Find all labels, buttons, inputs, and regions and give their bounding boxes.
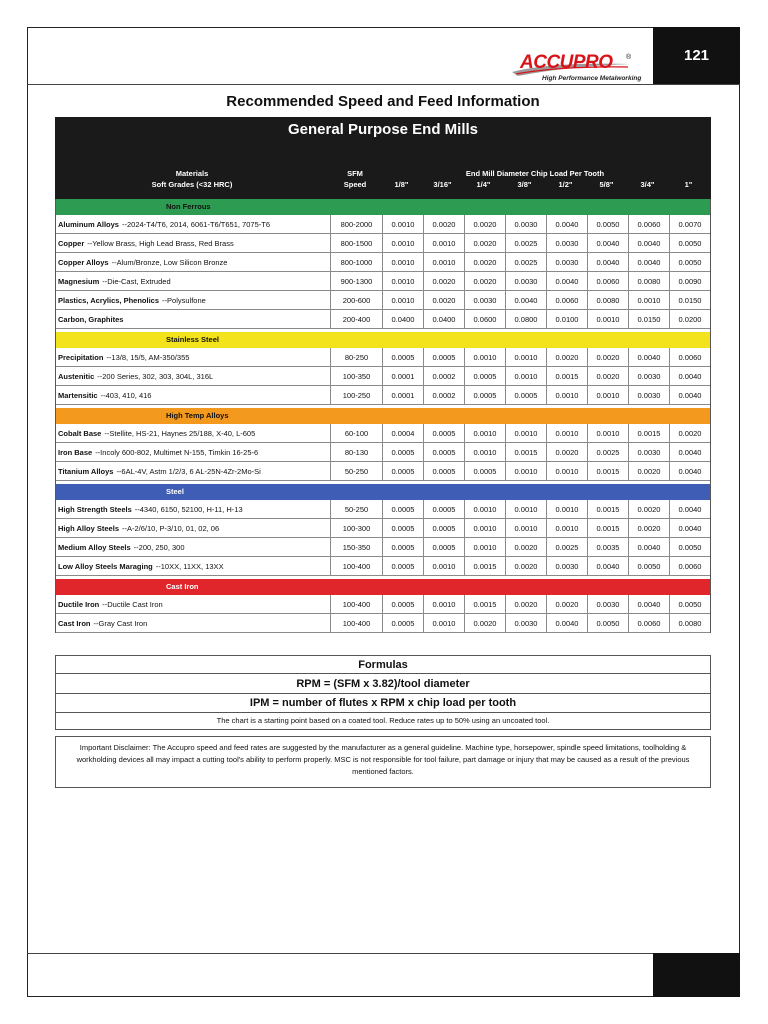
section-band: Non Ferrous [56, 199, 710, 215]
chip-load-cell: 0.0040 [546, 614, 587, 632]
table-row [56, 462, 710, 481]
material-cell [56, 291, 330, 309]
sfm-cell: 200-400 [330, 310, 382, 328]
material-cell [56, 519, 330, 537]
logo-wordmark: ACCUPRO [520, 52, 613, 73]
chip-load-cell: 0.0040 [587, 557, 628, 575]
chip-load-cell: 0.0060 [628, 215, 669, 233]
ipm-formula: IPM = number of flutes x RPM x chip load per tooth [56, 694, 710, 713]
chip-load-cell: 0.0005 [464, 367, 505, 385]
chip-load-cell: 0.0040 [669, 500, 710, 518]
chip-load-cell: 0.0040 [587, 234, 628, 252]
chip-load-cell: 0.0100 [546, 310, 587, 328]
sfm-cell: 80-130 [330, 443, 382, 461]
chip-load-cell: 0.0020 [423, 291, 464, 309]
chip-load-cell: 0.0035 [587, 538, 628, 556]
chip-load-cell: 0.0050 [587, 215, 628, 233]
material-detail: --Alum/Bronze, Low Silicon Bronze [111, 257, 228, 267]
chip-load-cell: 0.0015 [464, 595, 505, 613]
material-name: Cobalt Base [58, 428, 102, 438]
material-detail: --Gray Cast Iron [93, 618, 148, 628]
chip-load-cell: 0.0040 [587, 253, 628, 271]
chip-load-cell: 0.0040 [505, 291, 546, 309]
chip-load-cell: 0.0400 [423, 310, 464, 328]
chip-load-cell: 0.0010 [382, 291, 423, 309]
table-row [56, 500, 710, 519]
material-name: High Alloy Steels [58, 523, 119, 533]
chip-load-cell: 0.0005 [464, 386, 505, 404]
chip-load-cell: 0.0005 [423, 443, 464, 461]
chip-load-cell: 0.0020 [464, 272, 505, 290]
chip-load-cell: 0.0005 [423, 538, 464, 556]
material-detail: --Yellow Brass, High Lead Brass, Red Brass [87, 238, 234, 248]
chip-load-cell: 0.0020 [464, 253, 505, 271]
coated-tool-note: The chart is a starting point based on a coated tool. Reduce rates up to 50% using an uncoated tool. [216, 716, 550, 725]
chip-load-cell: 0.0020 [505, 557, 546, 575]
chip-load-cell: 0.0005 [423, 462, 464, 480]
chip-load-cell: 0.0010 [423, 614, 464, 632]
chip-load-cell: 0.0030 [628, 367, 669, 385]
soft-grades-label: Soft Grades (<32 HRC) [151, 180, 233, 189]
chip-load-cell: 0.0020 [464, 215, 505, 233]
material-name: Precipitation [58, 352, 104, 362]
table-title: General Purpose End Mills [287, 121, 479, 138]
material-cell [56, 462, 330, 480]
sfm-cell: 60-100 [330, 424, 382, 442]
chip-load-cell: 0.0020 [669, 424, 710, 442]
chip-load-cell: 0.0030 [464, 291, 505, 309]
chip-load-cell: 0.0040 [628, 348, 669, 366]
table-row [56, 215, 710, 234]
material-name: Copper [58, 238, 85, 248]
diameter-label: 1" [684, 180, 693, 189]
section-band: High Temp Alloys [56, 408, 710, 424]
diameter-label: 3/4" [640, 180, 655, 189]
chip-load-cell: 0.0010 [587, 386, 628, 404]
material-name: Ductile Iron [58, 599, 100, 609]
chip-load-cell: 0.0150 [669, 291, 710, 309]
material-detail: --A-2/6/10, P-3/10, 01, 02, 06 [122, 523, 220, 533]
material-detail: --13/8, 15/5, AM-350/355 [106, 352, 190, 362]
material-cell [56, 253, 330, 271]
chip-load-cell: 0.0010 [464, 348, 505, 366]
chip-load-cell: 0.0040 [669, 386, 710, 404]
material-name: Martensitic [58, 390, 98, 400]
chip-load-cell: 0.0025 [505, 253, 546, 271]
chip-load-cell: 0.0002 [423, 386, 464, 404]
chip-load-cell: 0.0020 [464, 234, 505, 252]
chip-load-cell: 0.0020 [628, 519, 669, 537]
chip-load-cell: 0.0020 [546, 348, 587, 366]
diameter-label: 1/8" [394, 180, 409, 189]
chip-load-cell: 0.0010 [423, 253, 464, 271]
table-row [56, 614, 710, 633]
sfm-cell: 100-400 [330, 557, 382, 575]
formulas-heading: Formulas [56, 656, 710, 674]
chip-load-cell: 0.0010 [464, 443, 505, 461]
sfm-cell: 800-1500 [330, 234, 382, 252]
table-row [56, 557, 710, 576]
table-row [56, 595, 710, 614]
chip-load-cell: 0.0005 [423, 348, 464, 366]
chip-load-cell: 0.0400 [382, 310, 423, 328]
chip-load-cell: 0.0040 [669, 462, 710, 480]
chip-load-cell: 0.0050 [669, 595, 710, 613]
sfm-header [329, 163, 381, 199]
material-name: Copper Alloys [58, 257, 109, 267]
chip-load-cell: 0.0010 [382, 272, 423, 290]
chip-load-cell: 0.0050 [628, 557, 669, 575]
material-cell [56, 234, 330, 252]
diameter-header [668, 163, 709, 199]
chip-load-cell: 0.0010 [587, 310, 628, 328]
chip-load-cell: 0.0010 [382, 234, 423, 252]
chip-load-cell: 0.0010 [546, 519, 587, 537]
chip-load-cell: 0.0005 [382, 614, 423, 632]
material-cell [56, 272, 330, 290]
sfm-label: SFM [347, 169, 363, 178]
chip-load-cell: 0.0020 [505, 595, 546, 613]
material-name: Magnesium [58, 276, 100, 286]
table-row [56, 538, 710, 557]
chip-load-cell: 0.0020 [587, 348, 628, 366]
chip-load-cell: 0.0030 [587, 595, 628, 613]
table-row [56, 234, 710, 253]
material-detail: --Incoly 600-802, Multimet N-155, Timkin 16-25-6 [95, 447, 259, 457]
material-cell [56, 424, 330, 442]
sfm-cell: 100-250 [330, 386, 382, 404]
sfm-cell: 150-350 [330, 538, 382, 556]
chip-load-cell: 0.0050 [669, 253, 710, 271]
chip-load-cell: 0.0025 [587, 443, 628, 461]
material-cell [56, 310, 330, 328]
chip-load-cell: 0.0080 [628, 272, 669, 290]
disclaimer: Important Disclaimer: The Accupro speed and feed rates are suggested by the manufacturer as a general guideline. Machine type, horsepower, spindle speed limitations, toolholding & workholding devices all may impact a cutting tool's ability to perform properly. MSC is not responsible for tool failure, part damage or injury that may be caused as a result of the previous mentioned factors. [55, 736, 711, 788]
sfm-cell: 100-400 [330, 614, 382, 632]
chip-load-cell: 0.0010 [628, 291, 669, 309]
material-name: Cast Iron [58, 618, 91, 628]
diameter-label: 5/8" [599, 180, 614, 189]
chip-load-cell: 0.0025 [546, 538, 587, 556]
chip-load-cell: 0.0010 [423, 557, 464, 575]
material-name: Austenitic [58, 371, 95, 381]
chip-load-cell: 0.0010 [546, 462, 587, 480]
chip-load-cell: 0.0010 [505, 367, 546, 385]
chip-load-cell: 0.0020 [546, 443, 587, 461]
table-row [56, 386, 710, 405]
material-name: Titanium Alloys [58, 466, 114, 476]
chip-load-cell: 0.0020 [464, 614, 505, 632]
chip-load-cell: 0.0050 [669, 234, 710, 252]
chip-load-cell: 0.0040 [669, 367, 710, 385]
chip-load-cell: 0.0010 [464, 519, 505, 537]
chip-load-cell: 0.0010 [464, 538, 505, 556]
chip-load-cell: 0.0015 [628, 424, 669, 442]
chip-load-cell: 0.0020 [423, 215, 464, 233]
chip-load-cell: 0.0010 [464, 500, 505, 518]
chip-load-cell: 0.0150 [628, 310, 669, 328]
chip-load-cell: 0.0010 [546, 386, 587, 404]
chip-load-cell: 0.0005 [382, 519, 423, 537]
chip-load-cell: 0.0030 [546, 557, 587, 575]
materials-header [55, 163, 329, 199]
chip-load-cell: 0.0020 [505, 538, 546, 556]
diameter-label: 1/2" [558, 180, 573, 189]
chip-load-cell: 0.0005 [464, 462, 505, 480]
sfm-cell: 100-350 [330, 367, 382, 385]
sfm-cell: 200-600 [330, 291, 382, 309]
chip-load-cell: 0.0015 [546, 367, 587, 385]
sfm-cell: 900-1300 [330, 272, 382, 290]
chip-load-cell: 0.0015 [587, 519, 628, 537]
material-name: Low Alloy Steels Maraging [58, 561, 153, 571]
footer-rule [27, 953, 740, 954]
material-cell [56, 348, 330, 366]
chip-load-cell: 0.0001 [382, 367, 423, 385]
material-cell [56, 595, 330, 613]
chip-load-cell: 0.0010 [505, 348, 546, 366]
rpm-formula: RPM = (SFM x 3.82)/tool diameter [56, 674, 710, 694]
sfm-cell: 50-250 [330, 500, 382, 518]
material-cell [56, 557, 330, 575]
material-detail: --Polysulfone [162, 295, 206, 305]
chip-load-cell: 0.0030 [505, 272, 546, 290]
chip-load-cell: 0.0080 [587, 291, 628, 309]
chip-load-cell: 0.0040 [669, 519, 710, 537]
chip-load-cell: 0.0025 [505, 234, 546, 252]
logo-registered-mark: ® [626, 54, 632, 61]
formulas-box [55, 655, 711, 730]
chip-load-cell: 0.0005 [423, 500, 464, 518]
chip-load-cell: 0.0030 [628, 443, 669, 461]
chip-load-cell: 0.0060 [546, 291, 587, 309]
section-band: Stainless Steel [56, 332, 710, 348]
sfm-cell: 100-400 [330, 595, 382, 613]
material-cell [56, 614, 330, 632]
chip-load-cell: 0.0005 [382, 595, 423, 613]
chip-load-cell: 0.0005 [423, 519, 464, 537]
material-cell [56, 443, 330, 461]
material-detail: --Stellite, HS-21, Haynes 25/188, X-40, L-605 [104, 428, 256, 438]
material-name: Iron Base [58, 447, 93, 457]
chip-load-cell: 0.0005 [382, 462, 423, 480]
chip-load-cell: 0.0010 [546, 424, 587, 442]
material-detail: --2024-T4/T6, 2014, 6061-T6/T651, 7075-T6 [121, 219, 270, 229]
chip-load-cell: 0.0060 [587, 272, 628, 290]
table-row [56, 310, 710, 329]
chip-load-cell: 0.0015 [505, 443, 546, 461]
chip-load-cell: 0.0005 [382, 500, 423, 518]
chip-load-cell: 0.0090 [669, 272, 710, 290]
chip-load-cell: 0.0010 [382, 253, 423, 271]
chip-load-cell: 0.0010 [382, 215, 423, 233]
chip-load-cell: 0.0040 [628, 253, 669, 271]
material-detail: --403, 410, 416 [100, 390, 152, 400]
chip-load-cell: 0.0005 [423, 424, 464, 442]
material-cell [56, 386, 330, 404]
table-row [56, 424, 710, 443]
speed-label: Speed [343, 180, 367, 189]
chip-load-cell: 0.0040 [628, 595, 669, 613]
chip-load-cell: 0.0015 [587, 462, 628, 480]
sfm-cell: 100-300 [330, 519, 382, 537]
chip-load-cell: 0.0800 [505, 310, 546, 328]
chip-load-cell: 0.0040 [628, 234, 669, 252]
chip-load-cell: 0.0030 [546, 253, 587, 271]
chip-load-cell: 0.0010 [423, 234, 464, 252]
sfm-cell: 80-250 [330, 348, 382, 366]
chip-load-cell: 0.0600 [464, 310, 505, 328]
chip-load-cell: 0.0020 [628, 462, 669, 480]
material-cell [56, 215, 330, 233]
material-detail: --200, 250, 300 [133, 542, 185, 552]
chip-load-cell: 0.0005 [382, 348, 423, 366]
chip-load-cell: 0.0020 [587, 367, 628, 385]
material-detail: --Ductile Cast Iron [102, 599, 163, 609]
chip-load-cell: 0.0010 [587, 424, 628, 442]
chip-load-cell: 0.0200 [669, 310, 710, 328]
material-name: Medium Alloy Steels [58, 542, 131, 552]
material-name: Carbon, Graphites [58, 314, 124, 324]
chip-load-cell: 0.0015 [464, 557, 505, 575]
material-detail: --6AL-4V, Astm 1/2/3, 6 AL-25N-4Zr-2Mo-Si [116, 466, 261, 476]
material-cell [56, 538, 330, 556]
chip-load-cell: 0.0004 [382, 424, 423, 442]
table-body [55, 199, 711, 633]
diameter-label: 3/8" [517, 180, 532, 189]
sfm-cell: 50-250 [330, 462, 382, 480]
table-row [56, 367, 710, 386]
material-name: Aluminum Alloys [58, 219, 119, 229]
chip-load-cell: 0.0030 [505, 215, 546, 233]
chip-load-cell: 0.0040 [546, 272, 587, 290]
material-detail: --200 Series, 302, 303, 304L, 316L [97, 371, 214, 381]
chip-load-header: End Mill Diameter Chip Load Per Tooth [465, 169, 605, 178]
material-cell [56, 500, 330, 518]
chip-load-cell: 0.0010 [423, 595, 464, 613]
chip-load-cell: 0.0060 [669, 348, 710, 366]
diameter-label: 1/4" [476, 180, 491, 189]
table-row [56, 348, 710, 367]
chip-load-cell: 0.0030 [628, 386, 669, 404]
chip-load-cell: 0.0010 [546, 500, 587, 518]
material-name: High Strength Steels [58, 504, 132, 514]
chip-load-cell: 0.0005 [382, 443, 423, 461]
table-row [56, 291, 710, 310]
table-row [56, 443, 710, 462]
chip-load-cell: 0.0020 [546, 595, 587, 613]
chip-load-cell: 0.0080 [669, 614, 710, 632]
chip-load-cell: 0.0015 [587, 500, 628, 518]
section-band: Cast Iron [56, 579, 710, 595]
page-number: 121 [653, 27, 740, 84]
diameter-header [381, 163, 422, 199]
table-row [56, 519, 710, 538]
column-header-row [55, 163, 711, 199]
table-row [56, 272, 710, 291]
diameter-label: 3/16" [433, 180, 452, 189]
chip-load-cell: 0.0005 [382, 557, 423, 575]
chip-load-cell: 0.0040 [546, 215, 587, 233]
chip-load-cell: 0.0010 [505, 462, 546, 480]
table-row [56, 253, 710, 272]
sfm-cell: 800-1000 [330, 253, 382, 271]
chip-load-cell: 0.0020 [423, 272, 464, 290]
chip-load-cell: 0.0030 [546, 234, 587, 252]
chip-load-cell: 0.0005 [382, 538, 423, 556]
material-name: Plastics, Acrylics, Phenolics [58, 295, 160, 305]
speed-feed-table [55, 117, 711, 633]
chip-load-cell: 0.0010 [505, 519, 546, 537]
material-cell [56, 367, 330, 385]
materials-label: Materials [175, 169, 209, 178]
material-detail: --Die-Cast, Extruded [102, 276, 171, 286]
chip-load-cell: 0.0002 [423, 367, 464, 385]
chip-load-cell: 0.0050 [587, 614, 628, 632]
chip-load-cell: 0.0010 [464, 424, 505, 442]
chip-load-cell: 0.0050 [669, 538, 710, 556]
section-band: Steel [56, 484, 710, 500]
chip-load-cell: 0.0040 [669, 443, 710, 461]
chip-load-cell: 0.0040 [628, 538, 669, 556]
sfm-cell: 800-2000 [330, 215, 382, 233]
chip-load-cell: 0.0020 [628, 500, 669, 518]
footer-tab [653, 953, 740, 997]
chip-load-cell: 0.0070 [669, 215, 710, 233]
chip-load-cell: 0.0060 [628, 614, 669, 632]
table-header [55, 117, 711, 199]
accupro-logo [510, 52, 640, 88]
chip-load-cell: 0.0005 [505, 386, 546, 404]
chip-load-cell: 0.0010 [505, 424, 546, 442]
material-detail: --10XX, 11XX, 13XX [155, 561, 224, 571]
chip-load-cell: 0.0010 [505, 500, 546, 518]
chip-load-cell: 0.0001 [382, 386, 423, 404]
chip-load-cell: 0.0030 [505, 614, 546, 632]
material-detail: --4340, 6150, 52100, H-11, H-13 [134, 504, 243, 514]
logo-tagline: High Performance Metalworking [542, 75, 642, 82]
document-title: Recommended Speed and Feed Information [226, 93, 540, 110]
chip-load-cell: 0.0060 [669, 557, 710, 575]
